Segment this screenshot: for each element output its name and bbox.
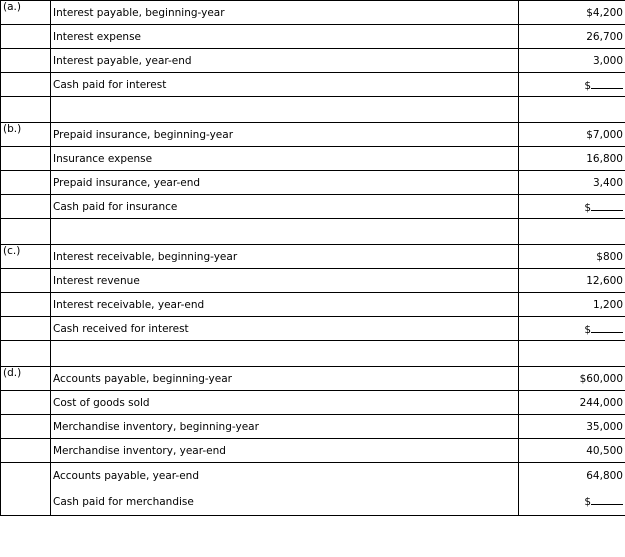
answer-blank[interactable] — [591, 493, 623, 505]
table-row — [1, 123, 625, 147]
table-row — [1, 439, 625, 463]
table-row — [1, 25, 625, 49]
row-description: Prepaid insurance, year-end — [51, 171, 519, 195]
table-row — [1, 147, 625, 171]
row-amount: 35,000 — [519, 415, 625, 439]
label-cell — [1, 415, 51, 439]
dollar-sign: $ — [584, 202, 591, 214]
table-row — [1, 73, 625, 97]
label-cell — [1, 317, 51, 341]
row-description: Interest revenue — [51, 269, 519, 293]
answer-blank[interactable] — [591, 77, 623, 89]
row-description: Cost of goods sold — [51, 391, 519, 415]
dollar-sign: $ — [584, 80, 591, 92]
row-amount: 1,200 — [519, 293, 625, 317]
row-description: Interest receivable, beginning-year — [51, 245, 519, 269]
row-description: Cash paid for interest — [51, 73, 519, 97]
row-description: Cash paid for merchandise — [53, 496, 194, 508]
label-cell — [1, 25, 51, 49]
answer-blank[interactable] — [591, 321, 623, 333]
row-description: Interest expense — [51, 25, 519, 49]
label-cell — [1, 195, 51, 219]
row-amount: $800 — [519, 245, 625, 269]
label-cell — [1, 171, 51, 195]
row-description: Accounts payable, year-end — [53, 470, 199, 482]
table-row — [1, 367, 625, 391]
label-cell — [1, 73, 51, 97]
row-description: Interest payable, beginning-year — [51, 1, 519, 25]
row-amount: 3,000 — [519, 49, 625, 73]
section-label: (a.) — [1, 1, 51, 25]
row-amount: $4,200 — [519, 1, 625, 25]
table-row — [1, 245, 625, 269]
spacer-row — [1, 219, 625, 245]
row-description: Cash received for interest — [51, 317, 519, 341]
row-description: Merchandise inventory, year-end — [51, 439, 519, 463]
table-row — [1, 171, 625, 195]
spacer-row — [1, 97, 625, 123]
table-row — [1, 463, 625, 516]
dollar-sign: $ — [584, 324, 591, 336]
answer-cell[interactable] — [519, 317, 625, 341]
answer-cell[interactable] — [519, 195, 625, 219]
row-amount: 3,400 — [519, 171, 625, 195]
label-cell — [1, 439, 51, 463]
table-row — [1, 195, 625, 219]
table-row — [1, 415, 625, 439]
row-amount: 40,500 — [519, 439, 625, 463]
row-amount: 64,800 — [586, 470, 623, 482]
row-description: Cash paid for insurance — [51, 195, 519, 219]
row-amount: 16,800 — [519, 147, 625, 171]
row-amount: $7,000 — [519, 123, 625, 147]
row-description: Accounts payable, beginning-year — [51, 367, 519, 391]
label-cell — [1, 391, 51, 415]
dollar-sign: $ — [584, 496, 591, 508]
row-description: Prepaid insurance, beginning-year — [51, 123, 519, 147]
label-cell — [1, 293, 51, 317]
row-description: Merchandise inventory, beginning-year — [51, 415, 519, 439]
section-label: (b.) — [1, 123, 51, 147]
label-cell — [1, 463, 51, 516]
table-row — [1, 1, 625, 25]
answer-cell[interactable] — [521, 489, 623, 515]
table-row — [1, 317, 625, 341]
label-cell — [1, 269, 51, 293]
section-label: (c.) — [1, 245, 51, 269]
label-cell — [1, 49, 51, 73]
table-row — [1, 49, 625, 73]
row-amount: $60,000 — [519, 367, 625, 391]
row-description: Insurance expense — [51, 147, 519, 171]
label-cell — [1, 147, 51, 171]
amount-pair — [519, 463, 625, 516]
spacer-row — [1, 341, 625, 367]
answer-cell[interactable] — [519, 73, 625, 97]
row-amount: 26,700 — [519, 25, 625, 49]
section-label: (d.) — [1, 367, 51, 391]
answer-blank[interactable] — [591, 199, 623, 211]
row-description: Interest payable, year-end — [51, 49, 519, 73]
table-row — [1, 391, 625, 415]
row-description: Interest receivable, year-end — [51, 293, 519, 317]
row-amount: 12,600 — [519, 269, 625, 293]
table-row — [1, 293, 625, 317]
row-amount: 244,000 — [519, 391, 625, 415]
table-row — [1, 269, 625, 293]
row-description-pair — [51, 463, 519, 516]
